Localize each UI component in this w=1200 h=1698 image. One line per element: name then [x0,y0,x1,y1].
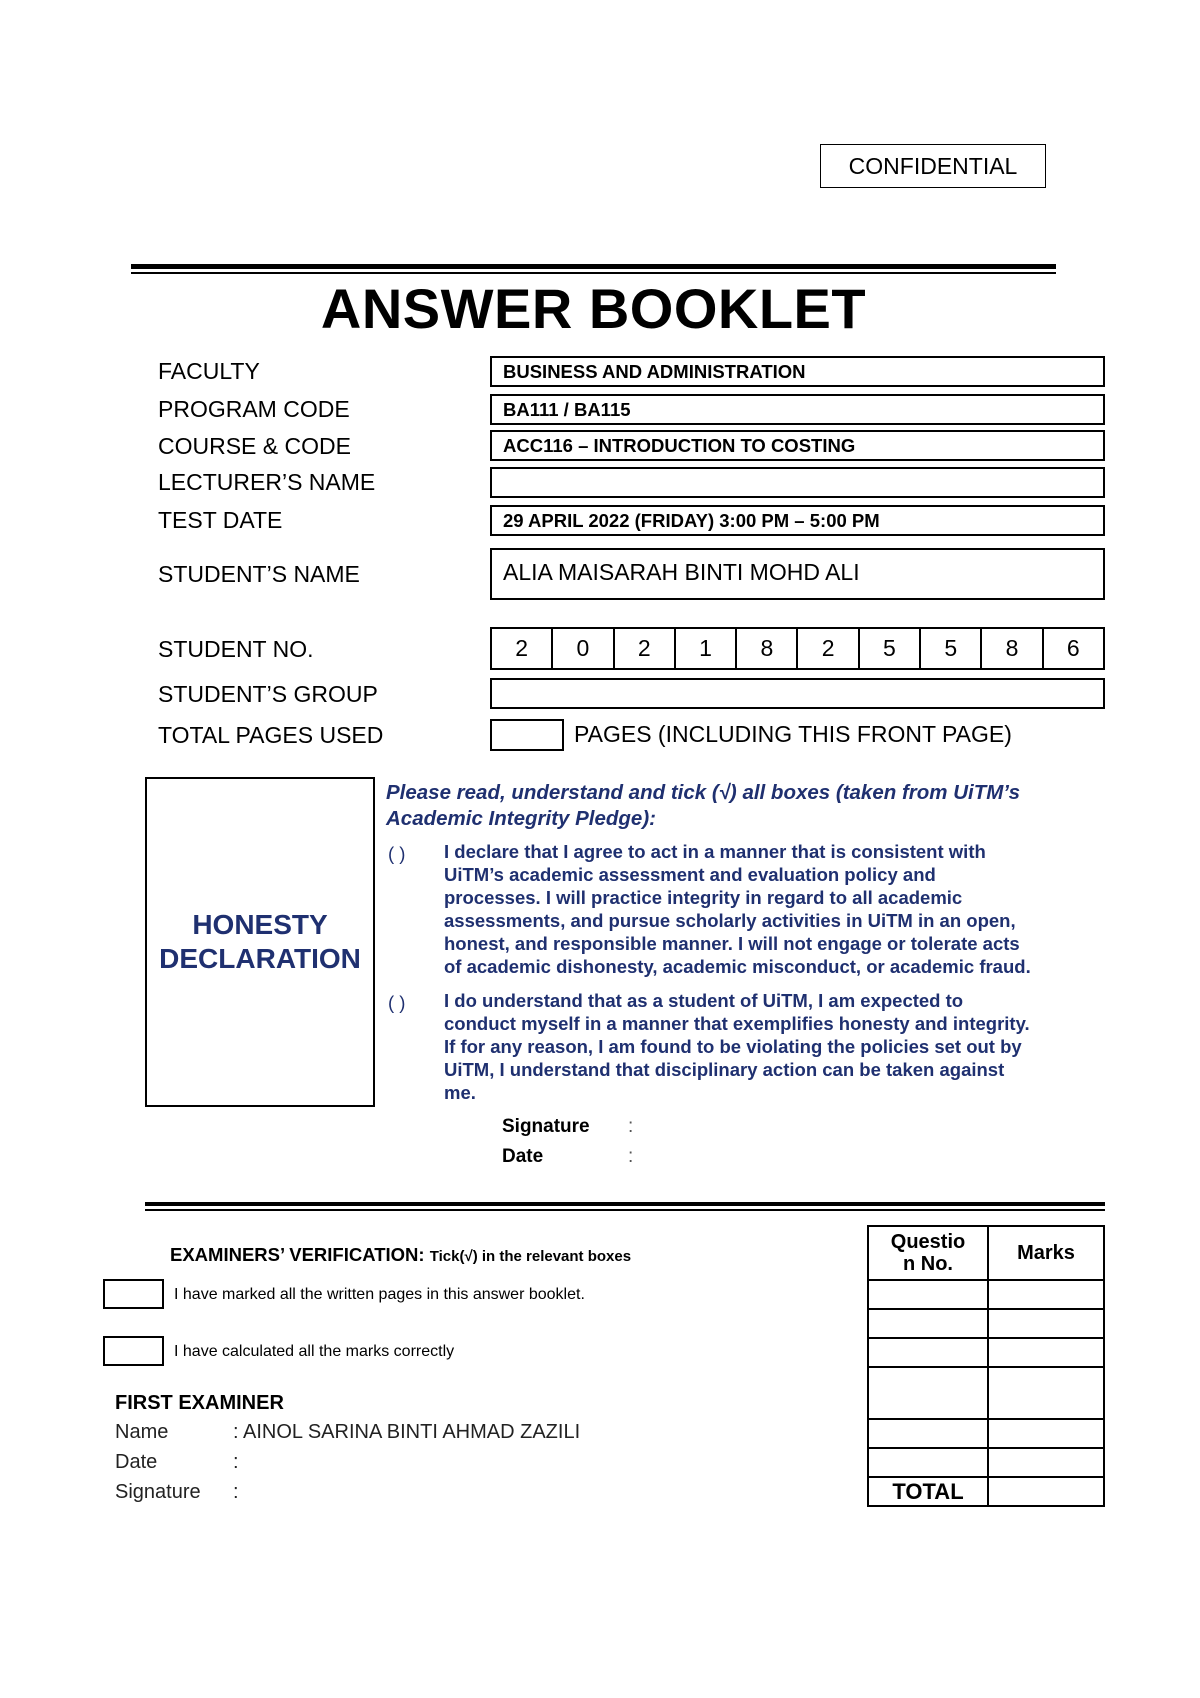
pledge-date-colon[interactable]: : [628,1146,634,1167]
section-divider-thin [145,1209,1105,1211]
declaration-2-text [444,989,1104,1104]
examiner-date-label: Date [115,1451,158,1473]
marks-cell[interactable] [988,1448,1104,1477]
declaration-1-text [444,840,1104,978]
declaration-line: of academic dishonesty, academic misconduct, or academic fraud. [444,956,1031,977]
question-no-cell[interactable] [868,1280,988,1309]
student-no-digit[interactable]: 8 [737,629,798,668]
course-code-field[interactable]: ACC116 – INTRODUCTION TO COSTING [490,430,1105,461]
pledge-signature-label: Signature [502,1116,590,1137]
examiners-verification-note: Tick(√) in the relevant boxes [429,1248,632,1265]
student-no-digit[interactable]: 2 [492,629,553,668]
marks-cell[interactable] [988,1309,1104,1338]
total-pages-suffix: PAGES (INCLUDING THIS FRONT PAGE) [574,721,1012,747]
marked-pages-checkbox[interactable] [103,1279,164,1309]
table-row [868,1338,1104,1367]
honesty-title-line1: HONESTY [192,909,328,940]
question-no-cell[interactable] [868,1338,988,1367]
examiner-signature-value[interactable]: : [233,1481,239,1503]
marks-table-header [868,1226,1104,1280]
question-no-header-line: Questio [890,1231,966,1253]
declaration-line: processes. I will practice integrity in regard to all academic [444,887,963,908]
declaration-line: I do understand that as a student of UiTM, I am expected to [444,990,964,1011]
program-code-label: PROGRAM CODE [158,396,350,422]
student-no-field[interactable] [490,627,1105,670]
declaration-1-checkbox[interactable]: ( ) [388,843,406,864]
table-row [868,1419,1104,1448]
table-row [868,1367,1104,1419]
calculated-marks-text: I have calculated all the marks correctly [174,1343,455,1360]
faculty-label: FACULTY [158,358,260,384]
student-no-label: STUDENT NO. [158,636,314,662]
declaration-line: UiTM’s academic assessment and evaluation policy and [444,864,936,885]
pledge-instruction [386,780,1106,832]
student-no-digit[interactable]: 0 [553,629,614,668]
marks-cell[interactable] [988,1419,1104,1448]
table-row [868,1448,1104,1477]
total-pages-field[interactable] [490,719,564,751]
examiner-date-value[interactable]: : [233,1451,239,1473]
marks-cell[interactable] [988,1367,1104,1419]
declaration-2-checkbox[interactable]: ( ) [388,992,406,1013]
declaration-line: conduct myself in a manner that exemplifies honesty and integrity. [444,1013,1030,1034]
declaration-line: me. [444,1082,476,1103]
student-no-digit[interactable]: 5 [921,629,982,668]
table-row [868,1309,1104,1338]
marks-cell[interactable] [988,1338,1104,1367]
student-no-digit[interactable]: 6 [1066,635,1080,661]
student-name-label: STUDENT’S NAME [158,561,360,587]
total-pages-label: TOTAL PAGES USED [158,722,384,748]
page-title: ANSWER BOOKLET [320,277,867,340]
marked-pages-text: I have marked all the written pages in this answer booklet. [174,1286,585,1303]
question-no-cell[interactable] [868,1367,988,1419]
table-row [868,1280,1104,1309]
question-no-header [868,1226,988,1280]
first-examiner-heading: FIRST EXAMINER [115,1392,284,1414]
declaration-line: UiTM, I understand that disciplinary action can be taken against [444,1059,1005,1080]
faculty-field[interactable]: BUSINESS AND ADMINISTRATION [490,356,1105,387]
marks-table [867,1225,1105,1507]
program-code-field[interactable]: BA111 / BA115 [490,394,1105,425]
test-date-label: TEST DATE [158,507,283,533]
calculated-marks-checkbox[interactable] [103,1336,164,1366]
honesty-title-line2: DECLARATION [159,943,361,974]
student-name-field[interactable]: ALIA MAISARAH BINTI MOHD ALI [490,548,1105,600]
confidential-label: CONFIDENTIAL [820,144,1046,188]
pledge-signature-colon[interactable]: : [628,1116,634,1137]
declaration-line: assessments, and pursue scholarly activities in UiTM in an open, [444,910,1016,931]
question-no-cell[interactable] [868,1419,988,1448]
student-no-digit[interactable]: 2 [615,629,676,668]
total-row [868,1477,1104,1506]
marks-header: Marks [988,1226,1104,1280]
examiner-name-label: Name [115,1421,169,1443]
examiners-verification-title [170,1244,631,1266]
question-no-cell[interactable] [868,1448,988,1477]
declaration-line: I declare that I agree to act in a manner that is consistent with [444,841,986,862]
declaration-line: If for any reason, I am found to be violating the policies set out by [444,1036,1022,1057]
honesty-declaration-box [145,777,375,1107]
lecturer-name-label: LECTURER’S NAME [158,469,376,495]
student-no-digit[interactable]: 5 [860,629,921,668]
declaration-line: honest, and responsible manner. I will not engage or tolerate acts [444,933,1020,954]
lecturer-name-field[interactable] [490,467,1105,498]
total-label: TOTAL [868,1477,988,1506]
marks-cell[interactable] [988,1280,1104,1309]
question-no-header-line: n No. [903,1253,953,1275]
pledge-instruction-line: Please read, understand and tick (√) all boxes (taken from UiTM’s [386,781,1021,804]
examiner-name-value[interactable]: : AINOL SARINA BINTI AHMAD ZAZILI [233,1421,581,1443]
student-no-digit[interactable]: 2 [798,629,859,668]
student-group-field[interactable] [490,678,1105,709]
pledge-instruction-line: Academic Integrity Pledge): [386,807,656,830]
course-code-label: COURSE & CODE [158,433,351,459]
student-no-digit[interactable]: 1 [676,629,737,668]
section-divider [145,1202,1105,1206]
pledge-date-label: Date [502,1146,544,1167]
student-group-label: STUDENT’S GROUP [158,681,378,707]
student-no-digit[interactable]: 8 [982,629,1043,668]
examiner-signature-label: Signature [115,1481,201,1503]
top-divider [131,264,1056,269]
top-divider-thin [131,272,1056,274]
test-date-field[interactable]: 29 APRIL 2022 (FRIDAY) 3:00 PM – 5:00 PM [490,505,1105,536]
total-marks-cell[interactable] [988,1477,1104,1506]
question-no-cell[interactable] [868,1309,988,1338]
examiners-verification-heading: EXAMINERS’ VERIFICATION: [170,1244,425,1265]
